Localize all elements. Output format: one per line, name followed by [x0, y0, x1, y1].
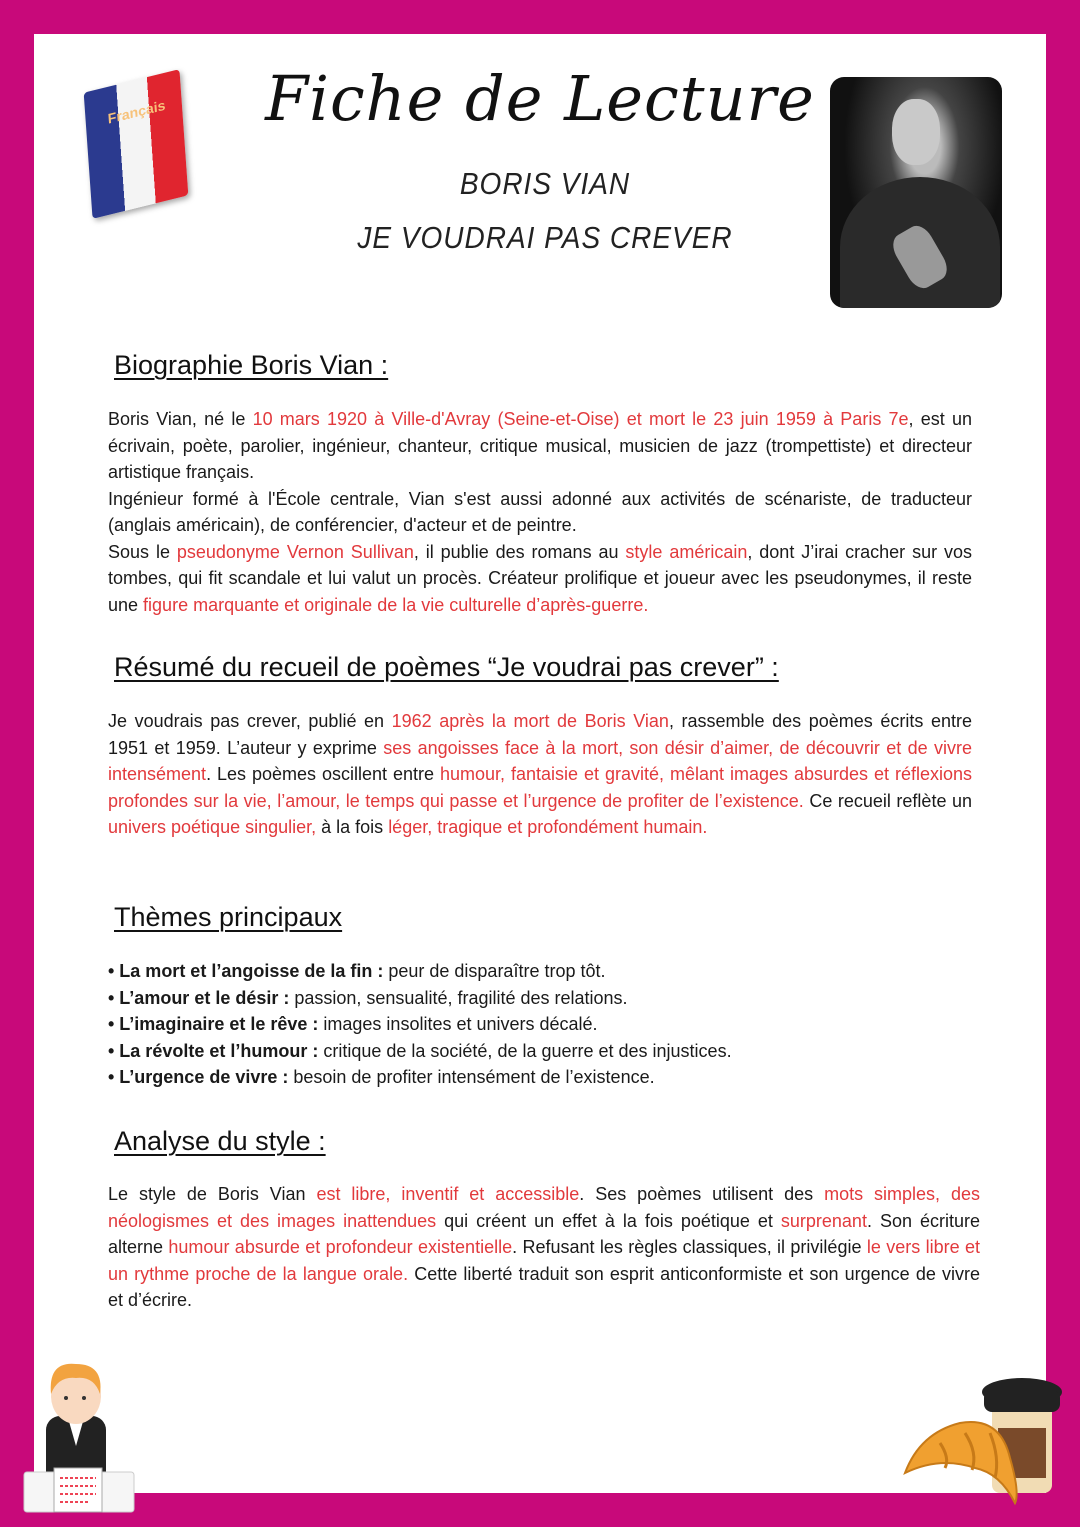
themes-list	[108, 958, 732, 1091]
page-title: Fiche de Lecture	[265, 62, 815, 135]
themes-heading: Thèmes principaux	[114, 902, 343, 932]
text-segment: Le style de Boris Vian	[108, 1184, 317, 1204]
text-segment: . Refusant les règles classiques, il privilégie	[512, 1237, 867, 1257]
student-writing-illustration	[18, 1356, 138, 1516]
highlighted-text: ses angoisses face à la mort, son désir d’aimer, de découvrir et de vivre intensément	[108, 737, 972, 784]
text-segment: , rassemble des poèmes écrits entre 1951 et 1959. L’auteur y exprime	[108, 711, 972, 758]
text-segment: à la fois	[316, 817, 389, 837]
text-segment: , est un écrivain, poète, parolier, ingénieur, chanteur, critique musical, musicien de jazz (trompettiste) et directeur artistique français.	[108, 409, 972, 482]
author-portrait-photo	[830, 77, 1002, 308]
highlighted-text: léger, tragique et profondément humain.	[388, 817, 708, 837]
highlighted-text: univers poétique singulier,	[108, 817, 317, 837]
text-segment: . Son écriture alterne	[108, 1210, 980, 1257]
highlighted-text: style américain	[625, 541, 748, 562]
work-title: JE VOUDRAI PAS CREVER	[357, 220, 733, 255]
text-segment: . Les poèmes oscillent entre	[206, 764, 441, 784]
text-segment: , dont J’irai cracher sur vos tombes, qui fit scandale et lui valut un procès. Créateur prolifique et joueur avec les pseudonymes, il reste une	[108, 541, 973, 615]
highlighted-text: mots simples, des néologismes et des images inattendues	[108, 1184, 980, 1231]
text-segment: Je voudrais pas crever, publié en	[108, 711, 392, 731]
text-segment: Sous le	[108, 541, 170, 562]
theme-item	[108, 1038, 732, 1065]
highlighted-text: humour, fantaisie et gravité, mêlant images absurdes et réflexions profondes sur la vie, l’amour, le temps qui passe et l’urgence de profiter de l’existence.	[108, 764, 973, 811]
highlighted-text: le vers libre et un rythme proche de la langue orale.	[108, 1237, 980, 1284]
theme-item	[108, 985, 732, 1012]
text-segment: Boris Vian, né le	[108, 409, 253, 429]
text-segment: Ingénieur formé à l'École centrale, Vian s'est aussi adonné aux activités de scénariste, de traducteur (anglais américain), de conférencier, d'acteur et de peintre.	[108, 488, 972, 535]
theme-desc: besoin de profiter intensément de l’existence.	[288, 1067, 655, 1087]
text-segment: , il publie des romans au	[413, 541, 626, 562]
theme-desc: peur de disparaître trop tôt.	[383, 961, 606, 981]
theme-desc: passion, sensualité, fragilité des relations.	[289, 987, 628, 1008]
highlighted-text: pseudonyme Vernon Sullivan	[176, 541, 414, 562]
biography-heading: Biographie Boris Vian :	[114, 350, 389, 380]
theme-item	[108, 958, 732, 985]
biography-text	[108, 406, 972, 618]
text-segment: Ce recueil reflète un	[803, 790, 973, 811]
summary-heading: Résumé du recueil de poèmes “Je voudrai pas crever” :	[114, 652, 779, 682]
theme-desc: critique de la société, de la guerre et des injustices.	[318, 1040, 732, 1061]
author-name: BORIS VIAN	[459, 166, 631, 201]
theme-term: • L’imaginaire et le rêve :	[108, 1014, 319, 1034]
highlighted-text: surprenant	[780, 1210, 867, 1231]
highlighted-text: figure marquante et originale de la vie culturelle d’après-guerre.	[143, 594, 649, 615]
theme-term: • La révolte et l’humour :	[108, 1040, 319, 1061]
theme-term: • La mort et l’angoisse de la fin :	[108, 961, 384, 981]
summary-text	[108, 708, 972, 841]
text-segment: . Ses poèmes utilisent des	[579, 1184, 825, 1204]
coffee-croissant-illustration	[900, 1378, 1070, 1508]
style-heading: Analyse du style :	[114, 1126, 326, 1156]
highlighted-text: 10 mars 1920 à Ville-d'Avray (Seine-et-Oise) et mort le 23 juin 1959 à Paris 7e	[252, 409, 909, 429]
highlighted-text: 1962 après la mort de Boris Vian	[391, 711, 669, 731]
theme-item	[108, 1064, 732, 1091]
theme-term: • L’urgence de vivre :	[108, 1067, 289, 1087]
theme-item	[108, 1011, 732, 1038]
theme-desc: images insolites et univers décalé.	[318, 1014, 598, 1034]
highlighted-text: est libre, inventif et accessible	[316, 1184, 580, 1204]
theme-term: • L’amour et le désir :	[108, 987, 290, 1008]
book-label: Français	[107, 96, 166, 127]
highlighted-text: humour absurde et profondeur existentielle	[168, 1237, 513, 1257]
text-segment: Cette liberté traduit son esprit anticonformiste et son urgence de vivre et d’écrire.	[108, 1263, 980, 1310]
text-segment: qui créent un effet à la fois poétique et	[436, 1210, 781, 1231]
style-text	[108, 1181, 980, 1314]
